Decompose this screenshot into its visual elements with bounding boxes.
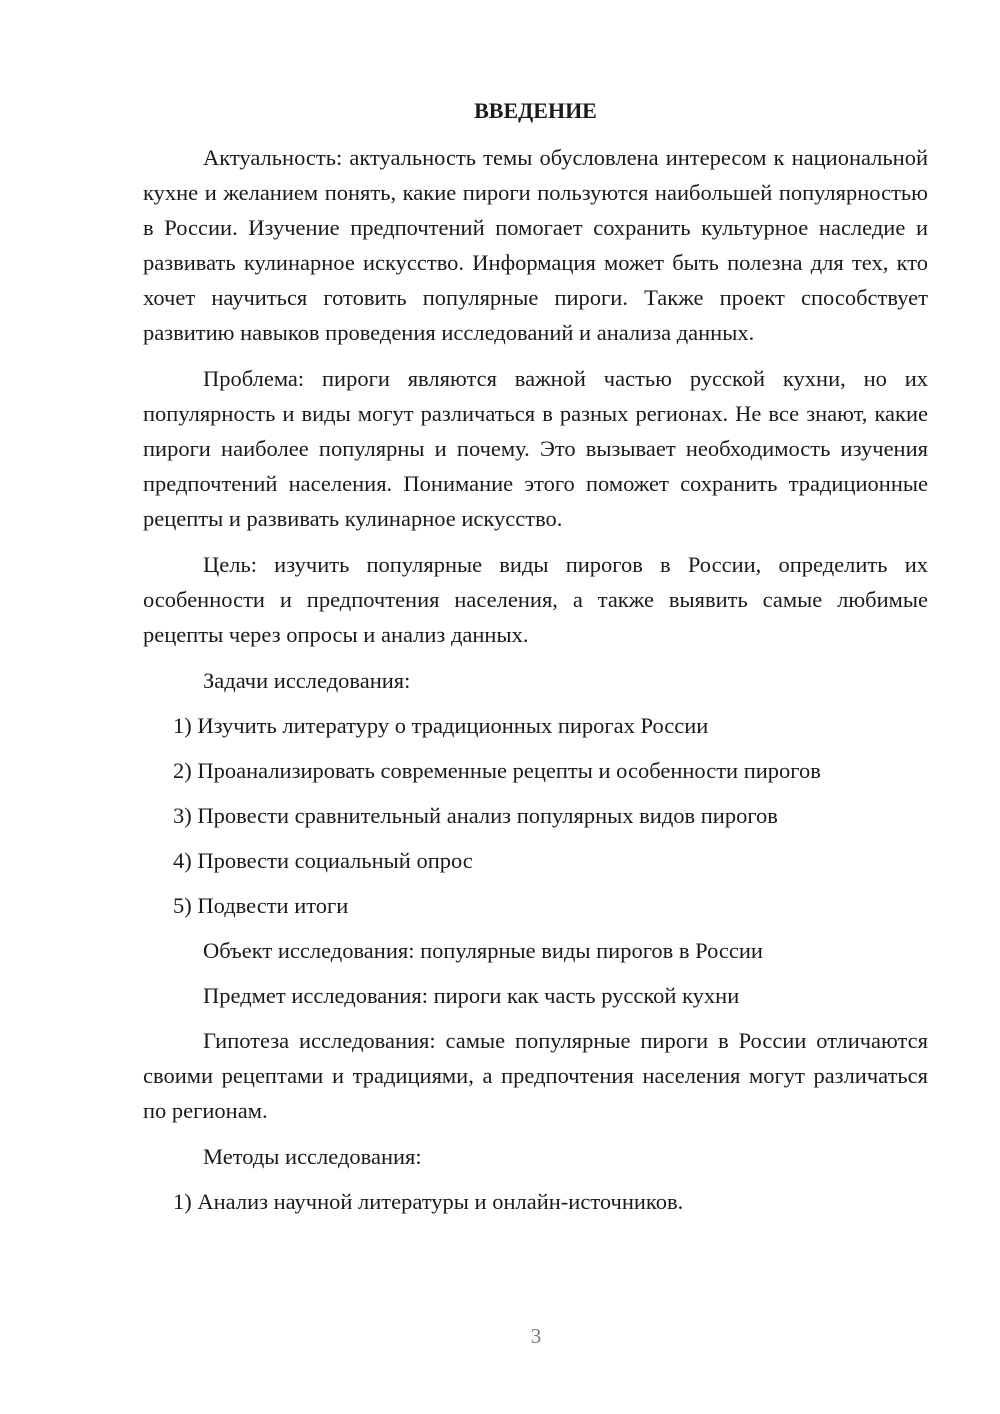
tasks-title: Задачи исследования:	[203, 668, 411, 693]
method-item: 1) Анализ научной литературы и онлайн-источников.	[173, 1189, 684, 1214]
page-number: 3	[530, 1324, 542, 1348]
page-body	[143, 96, 928, 1229]
task-item: 1) Изучить литературу о традиционных пирогах России	[173, 713, 709, 738]
task-item: 3) Провести сравнительный анализ популярных видов пирогов	[173, 803, 778, 828]
methods-title: Методы исследования:	[203, 1144, 422, 1169]
relevance-paragraph: Актуальность: актуальность темы обусловлена интересом к национальной кухне и желанием понять, какие пироги пользуются наибольшей популярностью в России. Изучение предпочтений помогает сохранить культурное наследие и развивать кулинарное искусство. Информация может быть полезна для тех, кто хочет научиться готовить популярные пироги. Также проект способствует развитию навыков проведения исследований и анализа данных.	[143, 145, 928, 345]
task-item: 4) Провести социальный опрос	[173, 848, 473, 873]
hypothesis-paragraph: Гипотеза исследования: самые популярные пироги в России отличаются своими рецептами и традициями, а предпочтения населения могут различаться по регионам.	[143, 1028, 928, 1123]
goal-paragraph: Цель: изучить популярные виды пирогов в России, определить их особенности и предпочтения населения, а также выявить самые любимые рецепты через опросы и анализ данных.	[143, 552, 928, 647]
section-heading: ВВЕДЕНИЕ	[474, 98, 597, 123]
task-item: 5) Подвести итоги	[173, 893, 349, 918]
research-subject: Предмет исследования: пироги как часть русской кухни	[203, 983, 740, 1008]
task-item: 2) Проанализировать современные рецепты и особенности пирогов	[173, 758, 821, 783]
problem-paragraph: Проблема: пироги являются важной частью русской кухни, но их популярность и виды могут различаться в разных регионах. Не все знают, какие пироги наиболее популярны и почему. Это вызывает необходимость изучения предпочтений населения. Понимание этого поможет сохранить традиционные рецепты и развивать кулинарное искусство.	[143, 366, 928, 531]
research-object: Объект исследования: популярные виды пирогов в России	[203, 938, 763, 963]
